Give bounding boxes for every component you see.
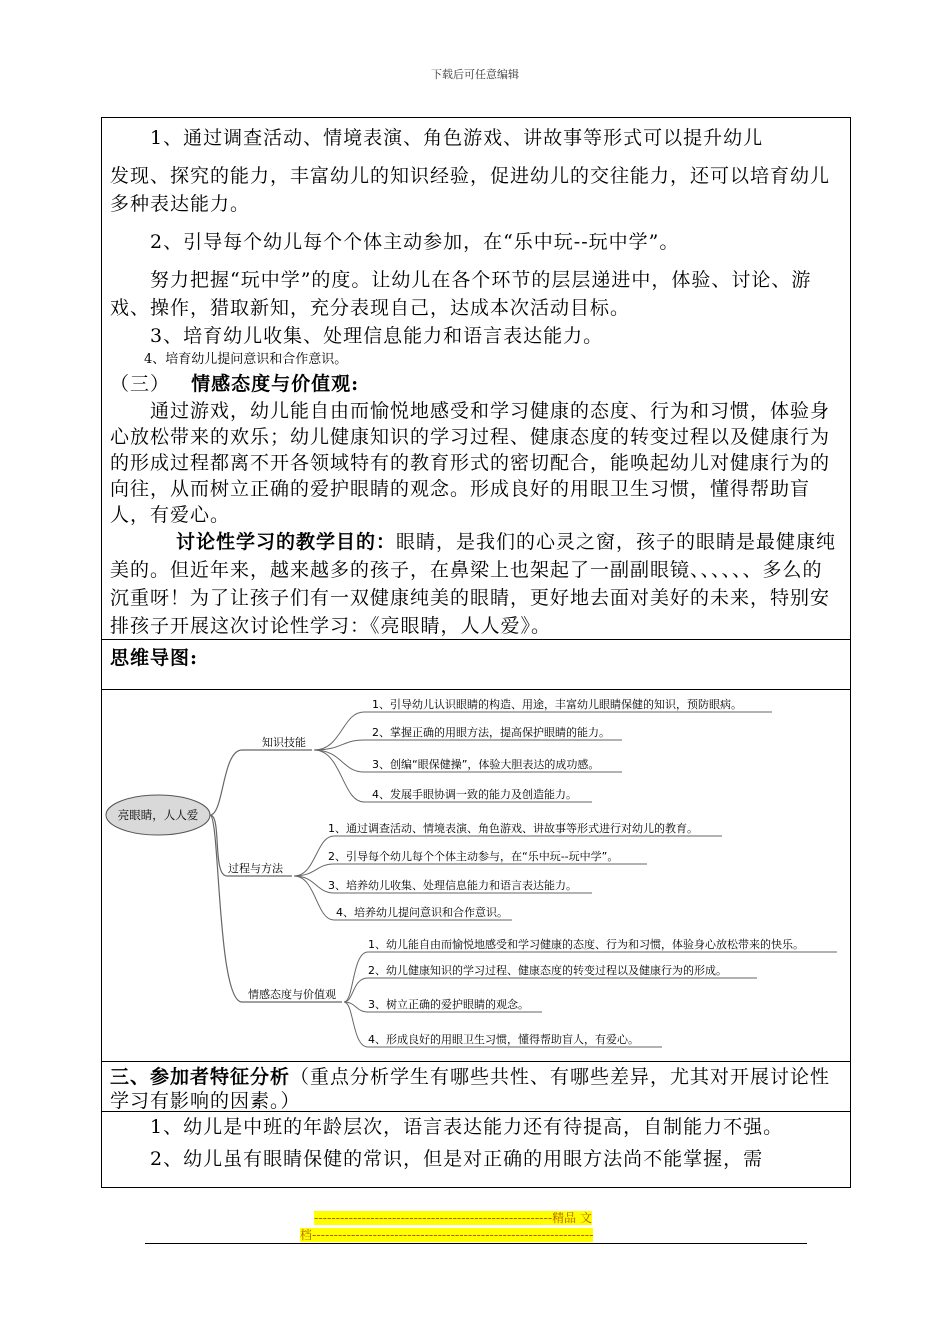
mindmap-root-label: 亮眼睛，人人爱 — [117, 808, 199, 822]
participants-body-cell — [102, 1111, 850, 1189]
participants-heading-cell — [102, 1061, 850, 1111]
branch-item: 3、树立正确的爱护眼睛的观念。 — [368, 998, 529, 1011]
branch-item: 3、创编“眼保健操”，体验大胆表达的成功感。 — [372, 758, 600, 771]
mindmap-cell — [102, 689, 850, 1061]
mindmap-connector — [344, 952, 837, 1002]
footer-line1: -------------------------------------------------------精品 文 — [314, 1211, 592, 1225]
branch-item: 3、培养幼儿收集、处理信息能力和语言表达能力。 — [328, 879, 577, 892]
mindmap-connector — [210, 750, 312, 815]
branch-item: 1、引导幼儿认识眼睛的构造、用途，丰富幼儿眼睛保健的知识，预防眼病。 — [372, 698, 742, 711]
branch-item: 2、掌握正确的用眼方法，提高保护眼睛的能力。 — [372, 726, 610, 739]
purpose-body: 眼睛，是我们的心灵之窗，孩子的眼睛是最健康纯美的。但近年来，越来越多的孩子，在鼻梁上也架起了一副副眼镜、、、、、、多么的沉重呀！为了让孩子们有一双健康纯美的眼睛，更好地去面对美好的未来，特别安排孩子开展这次讨论性学习：《亮眼睛，人人爱》。 — [110, 531, 837, 637]
branch-item: 4、发展手眼协调一致的能力及创造能力。 — [372, 788, 577, 801]
process-p2: 2、引导每个幼儿每个个体主动参加，在“乐中玩--玩中学”。 — [150, 231, 680, 253]
branch-item: 2、幼儿健康知识的学习过程、健康态度的转变过程以及健康行为的形成。 — [368, 964, 727, 977]
lesson-plan-table — [101, 117, 851, 1188]
process-p3: 努力把握“玩中学”的度。让幼儿在各个环节的层层递进中，体验、讨论、游戏、操作，猎取新知，充分表现自己，达成本次活动目标。 — [110, 269, 812, 319]
branch-label-knowledge: 知识技能 — [262, 736, 306, 749]
mindmap-diagram — [102, 690, 850, 1062]
attitude-title: 情感态度与价值观: — [191, 373, 360, 395]
branch-item: 4、形成良好的用眼卫生习惯，懂得帮助盲人，有爱心。 — [368, 1033, 639, 1046]
mindmap-heading-cell — [102, 639, 850, 689]
process-p5: 4、培育幼儿提问意识和合作意识。 — [144, 352, 348, 367]
branch-item: 1、幼儿能自由而愉悦地感受和学习健康的态度、行为和习惯，体验身心放松带来的快乐。 — [368, 938, 804, 951]
participants-p2: 2、幼儿虽有眼睛保健的常识，但是对正确的用眼方法尚不能掌握，需 — [150, 1148, 764, 1170]
branch-label-attitude: 情感态度与价值观 — [248, 988, 336, 1001]
branch-item: 4、培养幼儿提问意识和合作意识。 — [336, 906, 508, 919]
participants-p1: 1、幼儿是中班的年龄层次，语言表达能力还有待提高，自制能力不强。 — [150, 1116, 784, 1138]
process-p4: 3、培育幼儿收集、处理信息能力和语言表达能力。 — [150, 325, 604, 347]
participants-title: 三、参加者特征分析 — [110, 1066, 291, 1088]
participants-heading — [110, 1065, 842, 1113]
branch-label-process: 过程与方法 — [228, 862, 283, 875]
purpose-paragraph — [110, 528, 842, 640]
branch-item: 1、通过调查活动、情境表演、角色游戏、讲故事等形式进行对幼儿的教育。 — [328, 822, 698, 835]
branch-item: 2、引导每个幼儿每个个体主动参与，在“乐中玩--玩中学”。 — [328, 850, 619, 863]
attitude-body: 通过游戏，幼儿能自由而愉悦地感受和学习健康的态度、行为和习惯，体验身心放松带来的欢乐；幼儿健康知识的学习过程、健康态度的转变过程以及健康行为的形成过程都离不开各领域特有的教育形式的密切配合，能唤起幼儿对健康行为的向往，从而树立正确的爱护眼睛的观念。形成良好的用眼卫生习惯，懂得帮助盲人，有爱心。 — [110, 400, 831, 526]
footer-line2: 档----------------------------------------------------------------- — [300, 1228, 594, 1242]
header-note: 下载后可任意编辑 — [431, 68, 519, 81]
process-p1-line2: 发现、探究的能力，丰富幼儿的知识经验，促进幼儿的交往能力，还可以培育幼儿多种表达能力。 — [110, 165, 831, 215]
purpose-title: 讨论性学习的教学目的： — [176, 531, 397, 553]
mindmap-connector — [294, 864, 647, 876]
attitude-prefix: （三） — [110, 373, 171, 395]
objectives-cell — [102, 124, 850, 639]
participants-note: （重点分析学生有哪些共性、有哪些差异，尤其对开展讨论性学习有影响的因素。） — [110, 1066, 831, 1112]
process-p1-line1: 1、通过调查活动、情境表演、角色游戏、讲故事等形式可以提升幼儿 — [150, 127, 764, 149]
attitude-heading — [110, 370, 842, 398]
mindmap-connector — [314, 740, 622, 750]
footer-watermark — [300, 1210, 650, 1244]
footer-rule — [145, 1243, 807, 1244]
mindmap-heading: 思维导图: — [110, 647, 199, 669]
